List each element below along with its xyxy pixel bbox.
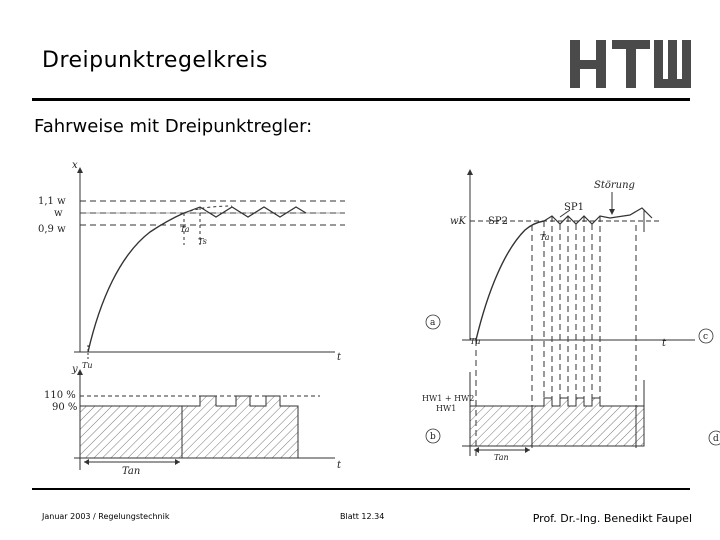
- panel-b-label: b: [430, 432, 436, 442]
- right-hw1-label: HW1: [436, 404, 457, 413]
- right-oscillation: [544, 208, 652, 224]
- left-lower-axis-label: y: [72, 364, 78, 375]
- footer-page: Blatt 12.34: [340, 512, 385, 521]
- left-y-axis-label: x: [72, 160, 78, 171]
- left-ta-label: Ta: [180, 225, 190, 234]
- left-lower-tick-90: 90 %: [52, 402, 78, 413]
- right-actuating-signal: [470, 398, 636, 446]
- right-step-response: [476, 221, 544, 340]
- left-tu-label: Tu: [82, 361, 93, 370]
- left-lower-time-label: t: [337, 460, 342, 471]
- slide-title: Dreipunktregelkreis: [42, 48, 268, 73]
- right-wk-label: wK: [450, 216, 467, 227]
- left-upper-diagram: [74, 170, 345, 360]
- left-actuating-signal: [80, 396, 298, 458]
- footer-author: Prof. Dr.-Ing. Benedikt Faupel: [532, 512, 692, 525]
- right-lower-diagram: [462, 372, 644, 456]
- right-sp2-label: SP2: [488, 216, 508, 227]
- left-upper-labels: [38, 160, 342, 370]
- panel-d-label: d: [713, 434, 719, 444]
- left-oscillation: [184, 207, 306, 217]
- right-hw12-label: HW1 + HW2: [422, 394, 475, 403]
- right-ta-label: Ta: [540, 233, 550, 242]
- slide-subtitle: Fahrweise mit Dreipunktregler:: [34, 116, 313, 137]
- left-tick-setpoint: w: [54, 208, 63, 219]
- right-tan-label: Tan: [494, 453, 509, 462]
- left-ts-label: Ts: [198, 237, 207, 246]
- left-tick-lower: 0,9 w: [38, 224, 66, 235]
- right-stoerung-label: Störung: [594, 180, 635, 191]
- footer-rule: [32, 488, 690, 490]
- left-ton-label: Tan: [122, 466, 141, 477]
- panel-c-label: c: [703, 332, 709, 342]
- footer-course: Januar 2003 / Regelungstechnik: [42, 512, 170, 521]
- right-upper-labels: [450, 180, 667, 349]
- left-lower-tick-110: 110 %: [44, 390, 76, 401]
- left-tick-upper: 1,1 w: [38, 196, 66, 207]
- panel-a-label: a: [430, 318, 436, 328]
- left-time-label: t: [337, 352, 342, 363]
- left-step-response: [88, 213, 184, 352]
- right-tu-label: Tu: [470, 337, 481, 346]
- left-lower-diagram: [74, 372, 335, 470]
- right-time-label: t: [662, 338, 667, 349]
- right-sp1-label: SP1: [564, 202, 584, 213]
